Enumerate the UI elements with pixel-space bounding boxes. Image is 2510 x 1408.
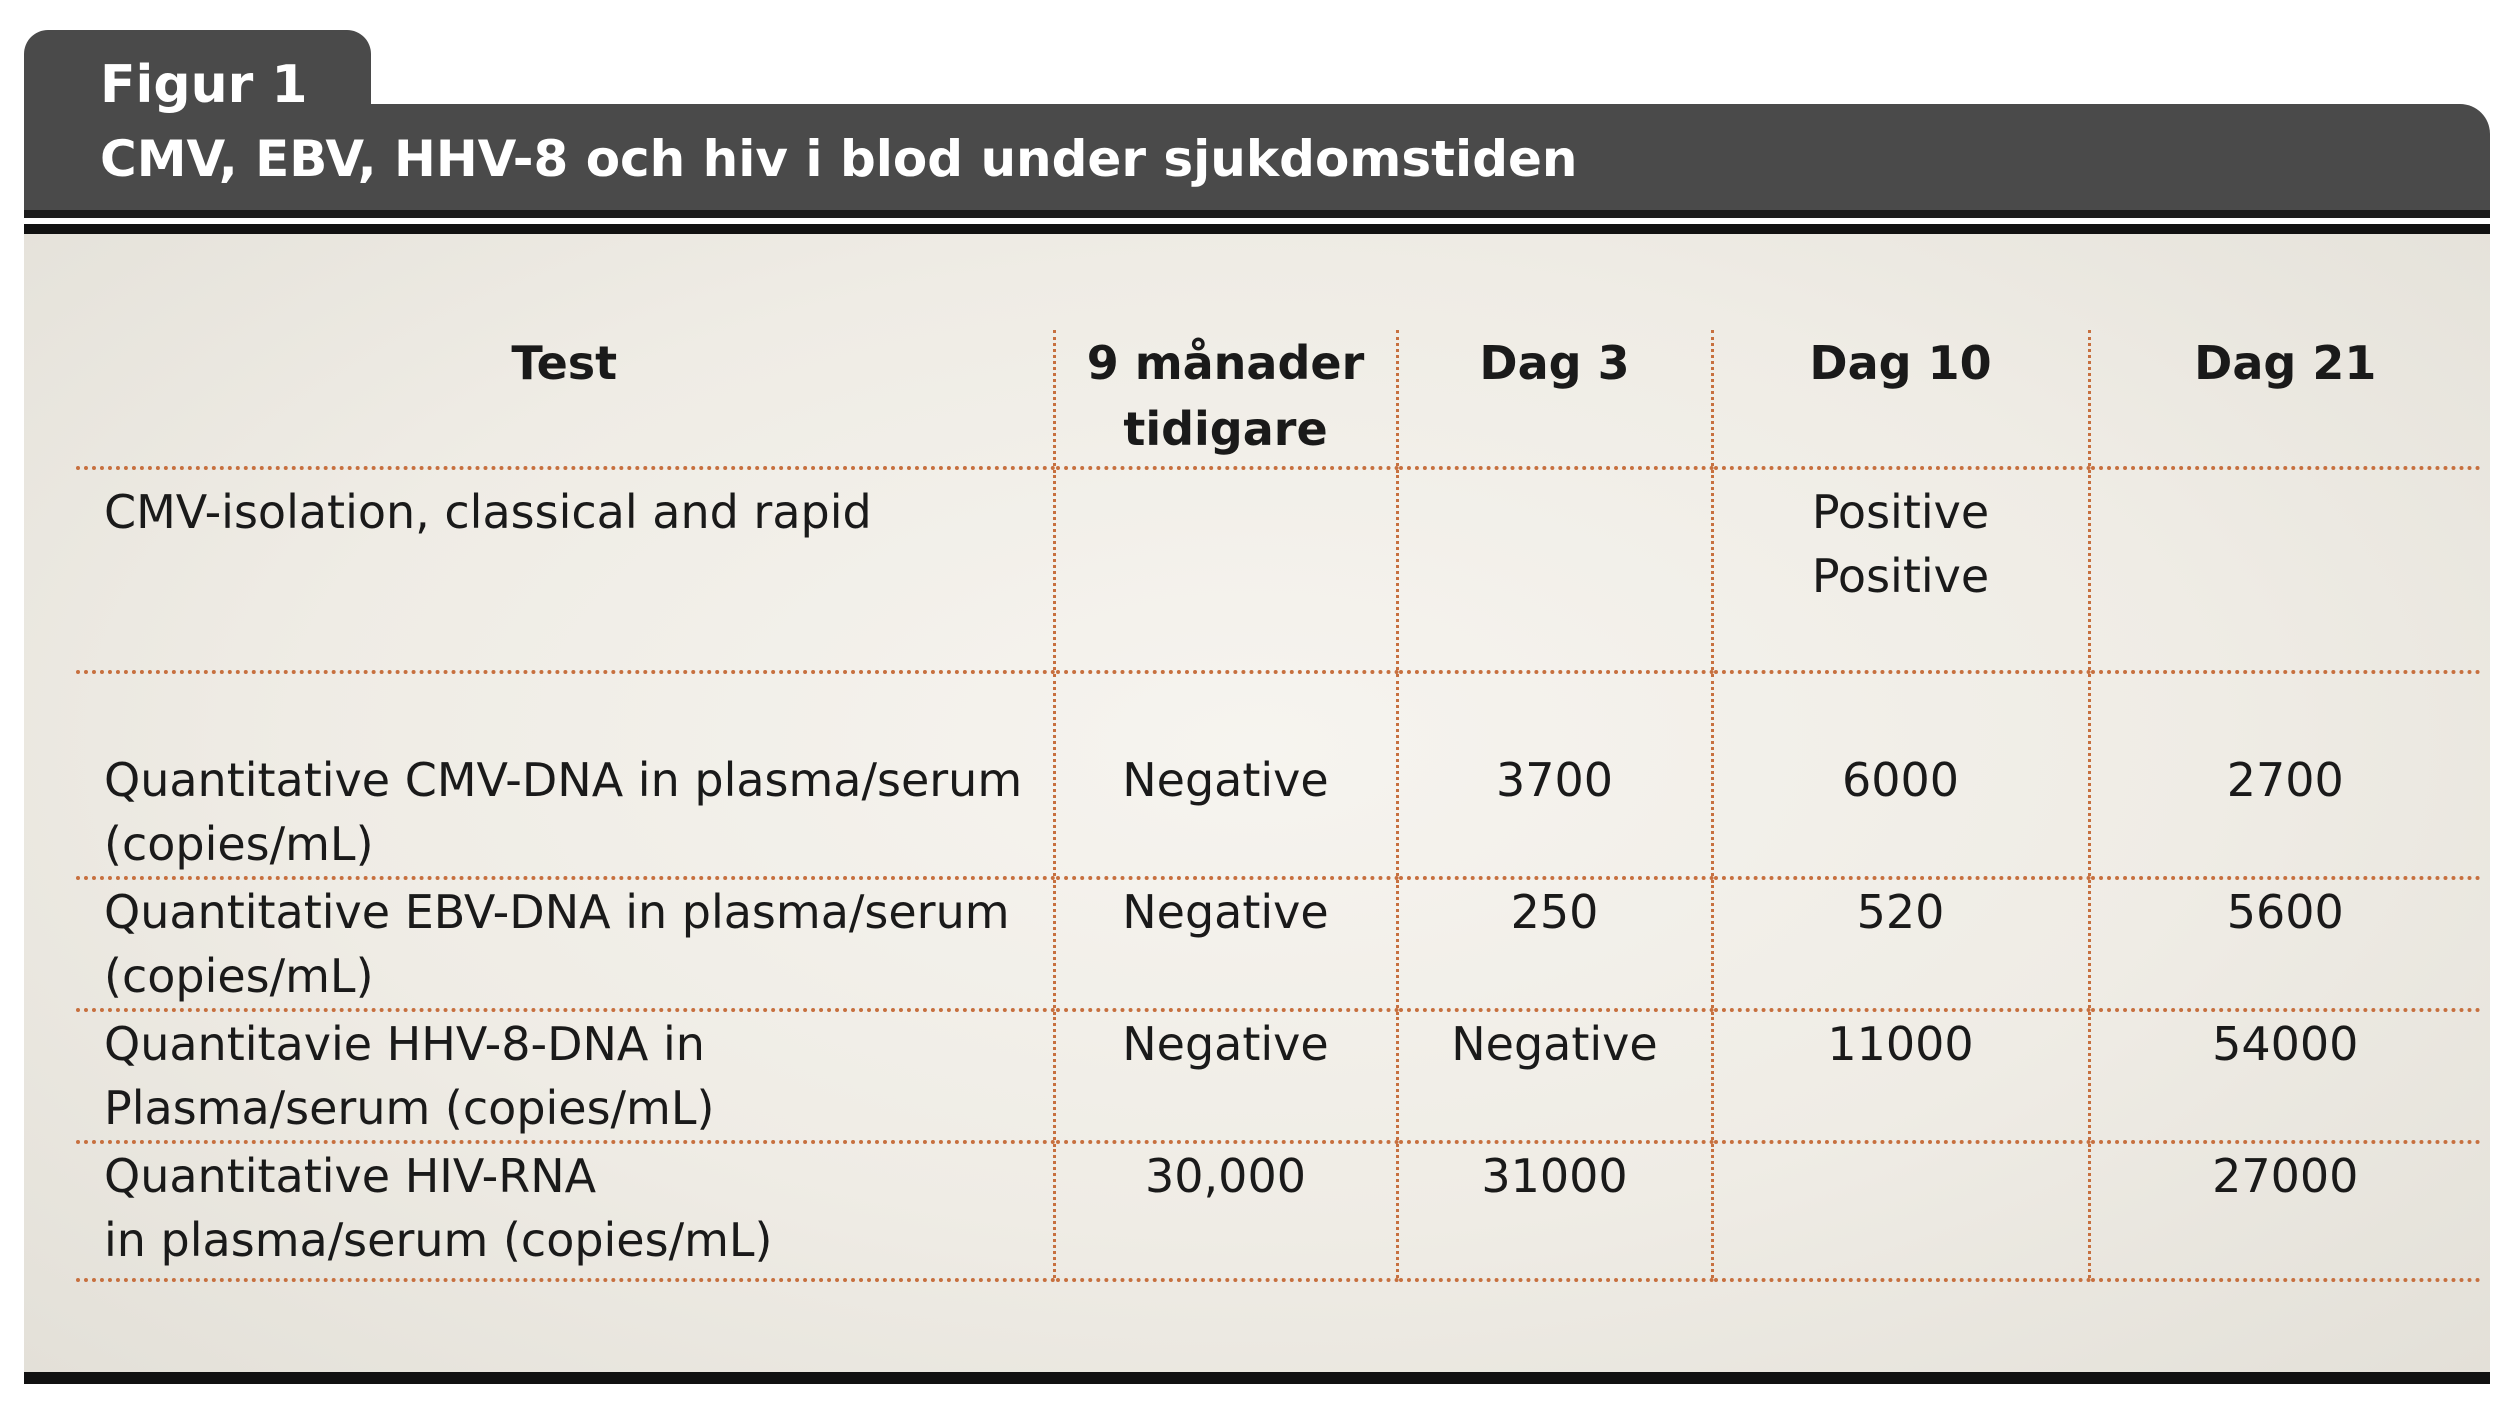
results-table: [76, 330, 2480, 1282]
table-row: [76, 468, 2480, 672]
test-name-cell: CMV-isolation, classical and rapid: [76, 468, 1054, 672]
value-cell: 250: [1397, 878, 1712, 1010]
col-header-dag-21: Dag 21: [2089, 330, 2480, 468]
value-cell: [1397, 468, 1712, 672]
figure-label: Figur 1: [100, 55, 308, 115]
table-row: [76, 1010, 2480, 1142]
value-cell: 54000: [2089, 1010, 2480, 1142]
figure-title: CMV, EBV, HHV-8 och hiv i blod under sjukdomstiden: [100, 130, 1578, 188]
test-name-cell: Quantitative CMV-DNA in plasma/serum (copies/mL): [76, 672, 1054, 878]
value-cell: 5600: [2089, 878, 2480, 1010]
table-row: [76, 672, 2480, 878]
table-row: [76, 878, 2480, 1010]
test-name-cell: Quantitative HIV-RNA in plasma/serum (copies/mL): [76, 1142, 1054, 1280]
value-cell: [1054, 468, 1397, 672]
value-cell: [1712, 1142, 2089, 1280]
value-cell: 30,000: [1054, 1142, 1397, 1280]
value-cell: [2089, 468, 2480, 672]
value-cell: 11000: [1712, 1010, 2089, 1142]
table-row: [76, 1142, 2480, 1280]
value-cell: Negative: [1054, 1010, 1397, 1142]
value-cell: Positive Positive: [1712, 468, 2089, 672]
value-cell: 31000: [1397, 1142, 1712, 1280]
header-rule: [24, 210, 2490, 218]
value-cell: Negative: [1397, 1010, 1712, 1142]
value-cell: 6000: [1712, 672, 2089, 878]
value-cell: 520: [1712, 878, 2089, 1010]
col-header-test: Test: [76, 330, 1054, 468]
value-cell: Negative: [1054, 672, 1397, 878]
value-cell: 3700: [1397, 672, 1712, 878]
header-rule-thick: [24, 224, 2490, 234]
test-name-cell: Quantitative EBV-DNA in plasma/serum (copies/mL): [76, 878, 1054, 1010]
value-cell: Negative: [1054, 878, 1397, 1010]
value-cell: 27000: [2089, 1142, 2480, 1280]
col-header-dag-3: Dag 3: [1397, 330, 1712, 468]
bottom-rule: [24, 1372, 2490, 1384]
test-name-cell: Quantitavie HHV-8-DNA in Plasma/serum (copies/mL): [76, 1010, 1054, 1142]
col-header-dag-10: Dag 10: [1712, 330, 2089, 468]
table-header-row: [76, 330, 2480, 468]
col-header-9-manader-tidigare: 9 månader tidigare: [1054, 330, 1397, 468]
value-cell: 2700: [2089, 672, 2480, 878]
